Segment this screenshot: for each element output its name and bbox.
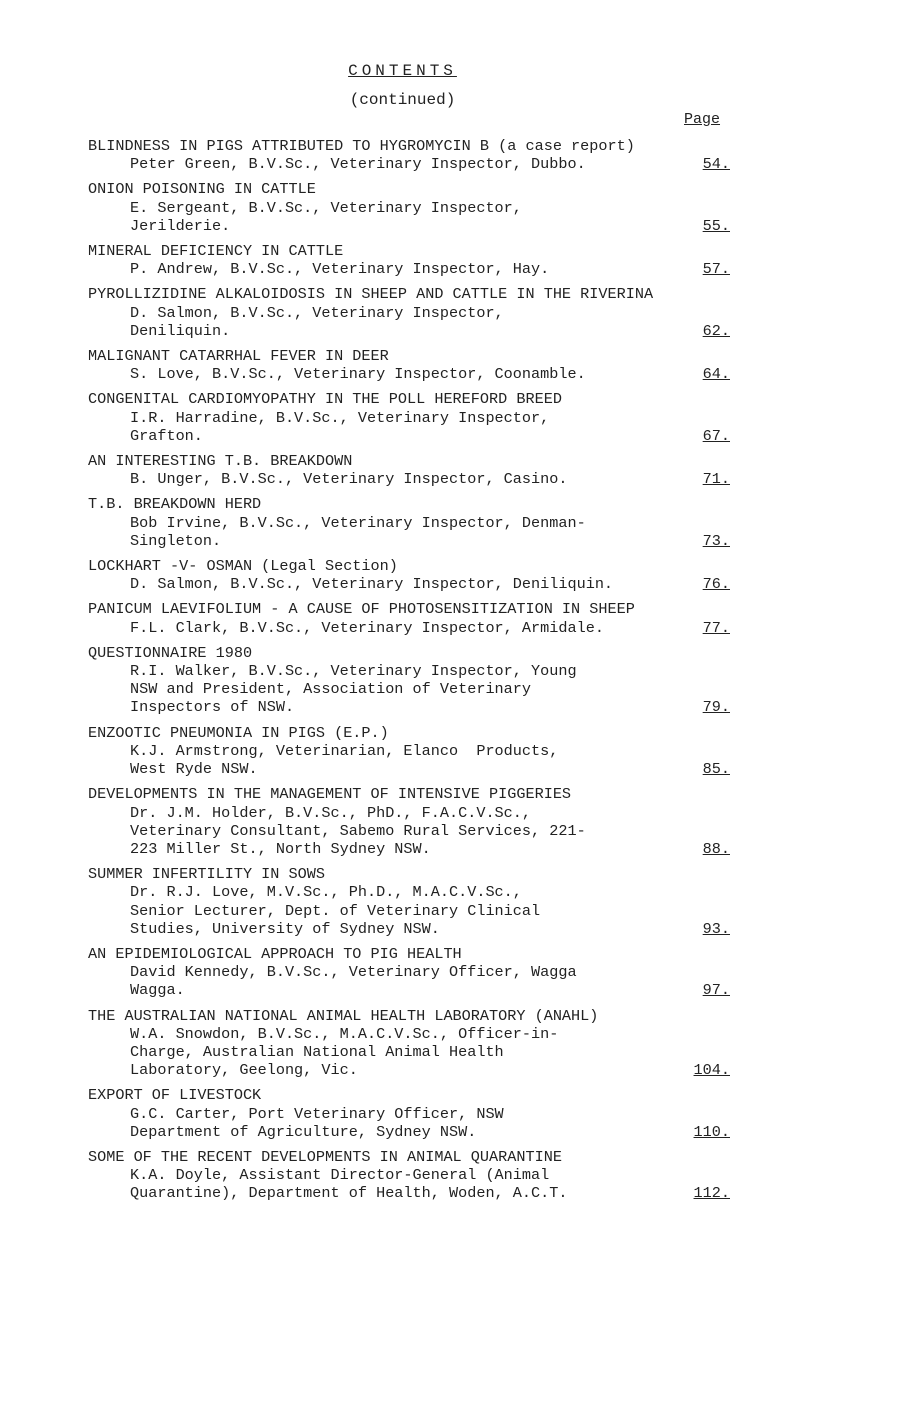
entry-author-line: Deniliquin. xyxy=(130,321,231,340)
entry-author-block xyxy=(88,963,678,999)
contents-entry xyxy=(88,137,748,173)
entry-author-block xyxy=(88,804,678,859)
entry-page-number: 112. xyxy=(693,1184,730,1203)
entry-author-line: Singleton. xyxy=(130,531,222,550)
entry-author-block xyxy=(88,575,678,593)
entry-title: BLINDNESS IN PIGS ATTRIBUTED TO HYGROMYCIN B (a case report) xyxy=(88,137,635,155)
contents-entry xyxy=(88,644,748,717)
entry-page-number: 76. xyxy=(702,575,730,594)
entry-title: AN EPIDEMIOLOGICAL APPROACH TO PIG HEALTH xyxy=(88,944,462,963)
entry-author-line: Department of Agriculture, Sydney NSW. xyxy=(130,1122,477,1141)
entry-page-number: 71. xyxy=(702,470,730,489)
entry-page-number: 97. xyxy=(702,981,730,1000)
contents-entry xyxy=(88,785,748,858)
contents-entry xyxy=(88,865,748,938)
entry-author-line: B. Unger, B.V.Sc., Veterinary Inspector, Casino. xyxy=(130,470,568,489)
contents-entry xyxy=(88,724,748,779)
contents-entry xyxy=(88,242,748,278)
contents-list xyxy=(88,137,748,1210)
entry-author-line: Wagga. xyxy=(130,981,185,1000)
entry-author-block xyxy=(88,1166,678,1202)
entry-author-line: Quarantine), Department of Health, Woden, A.C.T. xyxy=(130,1184,568,1203)
contents-entry xyxy=(88,557,748,593)
entry-author-line: Senior Lecturer, Dept. of Veterinary Clinical xyxy=(130,901,541,920)
entry-author-line: W.A. Snowdon, B.V.Sc., M.A.C.V.Sc., Officer-in- xyxy=(130,1024,559,1043)
entry-author-line: I.R. Harradine, B.V.Sc., Veterinary Inspector, xyxy=(130,408,550,427)
entry-author-line: Dr. J.M. Holder, B.V.Sc., PhD., F.A.C.V.Sc., xyxy=(130,803,532,822)
entry-page-number: 54. xyxy=(702,155,730,174)
entry-author-block xyxy=(88,742,678,778)
entry-author-line: D. Salmon, B.V.Sc., Veterinary Inspector, Deniliquin. xyxy=(130,575,614,594)
page-column-label: Page xyxy=(684,111,721,128)
entry-author-line: NSW and President, Association of Veterinary xyxy=(130,680,532,699)
entry-page-number: 93. xyxy=(702,919,730,938)
entry-author-line: Peter Green, B.V.Sc., Veterinary Inspector, Dubbo. xyxy=(130,155,586,174)
entry-author-line: P. Andrew, B.V.Sc., Veterinary Inspector, Hay. xyxy=(130,260,550,279)
entry-author-line: Bob Irvine, B.V.Sc., Veterinary Inspector, Denman- xyxy=(130,513,586,532)
entry-title: ENZOOTIC PNEUMONIA IN PIGS (E.P.) xyxy=(88,723,389,742)
entry-title: SUMMER INFERTILITY IN SOWS xyxy=(88,865,325,884)
contents-subheading: (continued) xyxy=(349,91,456,109)
entry-author-line: 223 Miller St., North Sydney NSW. xyxy=(130,839,431,858)
entry-author-block xyxy=(88,365,678,383)
entry-author-line: Dr. R.J. Love, M.V.Sc., Ph.D., M.A.C.V.Sc., xyxy=(130,883,522,902)
entry-title: T.B. BREAKDOWN HERD xyxy=(88,495,262,514)
contents-entry xyxy=(88,600,748,636)
entry-title: CONGENITAL CARDIOMYOPATHY IN THE POLL HEREFORD BREED xyxy=(88,390,562,409)
entry-author-block xyxy=(88,1025,678,1080)
entry-title: PANICUM LAEVIFOLIUM - A CAUSE OF PHOTOSENSITIZATION IN SHEEP xyxy=(88,600,635,619)
contents-entry xyxy=(88,1086,748,1141)
entry-author-line: David Kennedy, B.V.Sc., Veterinary Officer, Wagga xyxy=(130,963,577,982)
contents-entry xyxy=(88,347,748,383)
entry-page-number: 67. xyxy=(702,426,730,445)
entry-author-block xyxy=(88,260,678,278)
contents-entry xyxy=(88,945,748,1000)
entry-page-number: 73. xyxy=(702,531,730,550)
entry-author-block xyxy=(88,470,678,488)
entry-title: EXPORT OF LIVESTOCK xyxy=(88,1086,262,1105)
entry-page-number: 55. xyxy=(702,216,730,235)
entry-title: AN INTERESTING T.B. BREAKDOWN xyxy=(88,452,353,471)
contents-entry xyxy=(88,1007,748,1080)
entry-page-number: 77. xyxy=(702,618,730,637)
entry-author-block xyxy=(88,155,678,173)
contents-heading: CONTENTS xyxy=(348,62,457,80)
entry-author-block xyxy=(88,883,678,938)
entry-author-block xyxy=(88,409,678,445)
entry-page-number: 79. xyxy=(702,698,730,717)
entry-page-number: 110. xyxy=(693,1122,730,1141)
entry-author-line: E. Sergeant, B.V.Sc., Veterinary Inspector, xyxy=(130,198,522,217)
entry-page-number: 57. xyxy=(702,260,730,279)
entry-page-number: 88. xyxy=(702,839,730,858)
entry-title: PYROLLIZIDINE ALKALOIDOSIS IN SHEEP AND CATTLE IN THE RIVERINA xyxy=(88,285,654,304)
entry-author-block xyxy=(88,619,678,637)
entry-author-line: Studies, University of Sydney NSW. xyxy=(130,919,440,938)
entry-author-block xyxy=(88,199,678,235)
entry-title: THE AUSTRALIAN NATIONAL ANIMAL HEALTH LABORATORY (ANAHL) xyxy=(88,1006,599,1025)
entry-author-block xyxy=(88,304,678,340)
entry-title: ONION POISONING IN CATTLE xyxy=(88,180,316,199)
entry-author-line: S. Love, B.V.Sc., Veterinary Inspector, Coonamble. xyxy=(130,365,586,384)
entry-author-line: Grafton. xyxy=(130,426,203,445)
contents-entry xyxy=(88,285,748,340)
entry-title: QUESTIONNAIRE 1980 xyxy=(88,643,253,662)
entry-author-line: F.L. Clark, B.V.Sc., Veterinary Inspector, Armidale. xyxy=(130,618,604,637)
entry-author-line: R.I. Walker, B.V.Sc., Veterinary Inspector, Young xyxy=(130,662,577,681)
entry-page-number: 104. xyxy=(693,1061,730,1080)
entry-author-line: Laboratory, Geelong, Vic. xyxy=(130,1061,358,1080)
entry-page-number: 62. xyxy=(702,321,730,340)
entry-author-line: K.A. Doyle, Assistant Director-General (Animal xyxy=(130,1166,550,1185)
entry-author-line: Jerilderie. xyxy=(130,216,231,235)
entry-page-number: 85. xyxy=(702,760,730,779)
entry-author-line: D. Salmon, B.V.Sc., Veterinary Inspector, xyxy=(130,303,504,322)
entry-title: SOME OF THE RECENT DEVELOPMENTS IN ANIMAL QUARANTINE xyxy=(88,1147,562,1166)
contents-entry xyxy=(88,1148,748,1203)
entry-author-line: G.C. Carter, Port Veterinary Officer, NSW xyxy=(130,1104,504,1123)
contents-entry xyxy=(88,180,748,235)
entry-title: DEVELOPMENTS IN THE MANAGEMENT OF INTENSIVE PIGGERIES xyxy=(88,785,572,804)
entry-title: MINERAL DEFICIENCY IN CATTLE xyxy=(88,242,344,261)
entry-title: MALIGNANT CATARRHAL FEVER IN DEER xyxy=(88,347,389,366)
contents-entry xyxy=(88,495,748,550)
entry-author-block xyxy=(88,514,678,550)
entry-author-line: K.J. Armstrong, Veterinarian, Elanco Products, xyxy=(130,741,559,760)
contents-entry xyxy=(88,452,748,488)
entry-author-line: West Ryde NSW. xyxy=(130,760,258,779)
entry-author-block xyxy=(88,1105,678,1141)
entry-author-line: Charge, Australian National Animal Health xyxy=(130,1042,504,1061)
entry-title: LOCKHART -V- OSMAN (Legal Section) xyxy=(88,557,398,576)
contents-entry xyxy=(88,390,748,445)
entry-page-number: 64. xyxy=(702,365,730,384)
entry-author-block xyxy=(88,662,678,717)
entry-author-line: Veterinary Consultant, Sabemo Rural Services, 221- xyxy=(130,821,586,840)
entry-author-line: Inspectors of NSW. xyxy=(130,698,295,717)
